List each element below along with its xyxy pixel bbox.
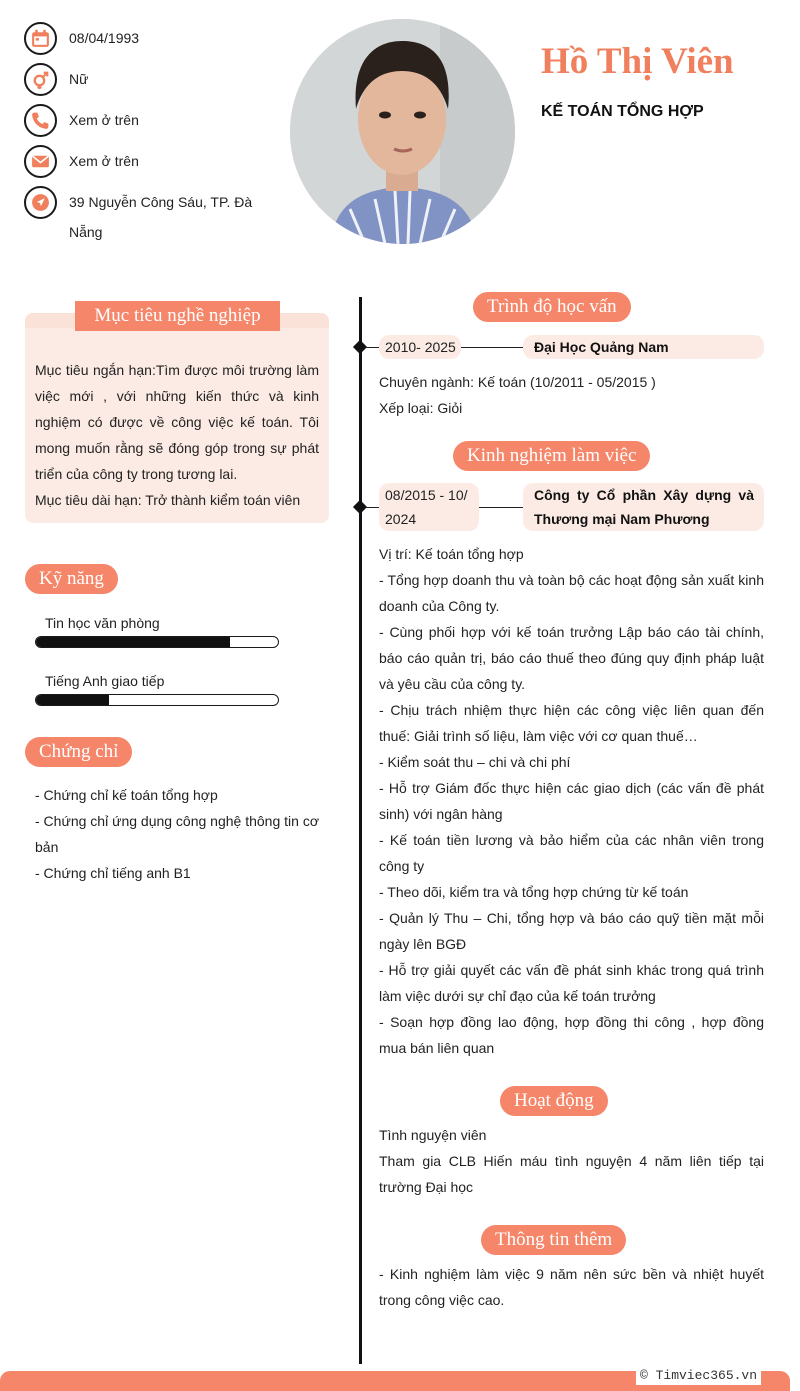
gender-text: Nữ — [69, 71, 89, 87]
skill-bar — [35, 694, 279, 706]
objective-short-term: Mục tiêu ngắn hạn:Tìm được môi trường làm việc mới , với những kiến thức và kinh nghiệm có được về công việc kế toán. Tôi mong muốn rằng sẽ đóng góp trong sự phát triển của công ty trong tương lai. — [35, 362, 319, 482]
address-line-2: Nẵng — [69, 224, 103, 240]
certificate-item: - Chứng chỉ ứng dụng công nghệ thông tin cơ bản — [35, 813, 319, 855]
objective-title: Mục tiêu nghề nghiệp — [75, 301, 280, 331]
experience-line: - Theo dõi, kiểm tra và tổng hợp chứng từ kế toán — [379, 884, 689, 900]
address-text — [69, 186, 252, 247]
experience-line: - Kiểm soát thu – chi và chi phí — [379, 754, 571, 770]
experience-line: - Hỗ trợ giải quyết các vấn đề phát sinh khác trong quá trình làm việc dưới sự chỉ đạo của kế toán trưởng — [379, 962, 764, 1004]
education-period: 2010- 2025 — [379, 335, 461, 359]
avatar — [290, 19, 515, 244]
birthday-text: 08/04/1993 — [69, 30, 140, 46]
contact-list — [24, 22, 274, 255]
education-school: Đại Học Quảng Nam — [523, 335, 764, 359]
certificate-item: - Chứng chỉ tiếng anh B1 — [35, 865, 191, 881]
experience-title: Kinh nghiệm làm việc — [453, 441, 650, 471]
contact-birthday — [24, 22, 274, 55]
education-details — [379, 369, 764, 421]
envelope-icon — [24, 145, 57, 178]
job-title: KẾ TOÁN TỔNG HỢP — [541, 103, 704, 120]
timeline-line — [359, 297, 362, 1364]
experience-company: Công ty Cổ phần Xây dựng và Thương mại Nam Phương — [523, 483, 764, 531]
contact-email — [24, 145, 274, 178]
certificates-list — [35, 782, 325, 886]
footer-watermark: © Timviec365.vn — [636, 1367, 761, 1385]
objective-text — [35, 357, 319, 513]
activities-details — [379, 1122, 764, 1200]
skill-bar — [35, 636, 279, 648]
activities-role: Tình nguyện viên — [379, 1127, 487, 1143]
contact-phone — [24, 104, 274, 137]
experience-line: Vị trí: Kế toán tổng hợp — [379, 546, 524, 562]
address-line-1: 39 Nguyễn Công Sáu, TP. Đà — [69, 194, 253, 210]
location-icon — [24, 186, 57, 219]
skills-title: Kỹ năng — [25, 564, 118, 594]
calendar-icon — [24, 22, 57, 55]
additional-title: Thông tin thêm — [481, 1225, 626, 1255]
contact-gender — [24, 63, 274, 96]
skill-bar-fill — [36, 695, 109, 705]
experience-period: 08/2015 - 10/ 2024 — [379, 483, 479, 531]
education-major: Chuyên ngành: Kế toán (10/2011 - 05/2015 ) — [379, 374, 656, 390]
skill-bar-fill — [36, 637, 230, 647]
skill-label: Tin học văn phòng — [45, 615, 160, 631]
certificate-item: - Chứng chỉ kế toán tổng hợp — [35, 787, 218, 803]
experience-line: - Chịu trách nhiệm thực hiện các công việc liên quan đến thuế: Giải trình số liệu, làm việc với cơ quan thuế… — [379, 702, 764, 744]
experience-line: - Hỗ trợ Giám đốc thực hiện các giao dịch (các vấn đề phát sinh) với ngân hàng — [379, 780, 764, 822]
activities-title: Hoạt động — [500, 1086, 608, 1116]
experience-line: - Quản lý Thu – Chi, tổng hợp và báo cáo quỹ tiền mặt mỗi ngày lên BGĐ — [379, 910, 764, 952]
email-text: Xem ở trên — [69, 153, 139, 169]
experience-line: - Kế toán tiền lương và bảo hiểm của các nhân viên trong công ty — [379, 832, 764, 874]
experience-line: - Cùng phối hợp với kế toán trưởng Lập báo cáo tài chính, báo cáo quản trị, báo cáo thuế theo đúng quy định pháp luật và yêu cầu của công ty. — [379, 624, 764, 692]
experience-line: - Tổng hợp doanh thu và toàn bộ các hoạt động sản xuất kinh doanh của Công ty. — [379, 572, 764, 614]
gender-icon — [24, 63, 57, 96]
additional-text: - Kinh nghiệm làm việc 9 năm nên sức bền và nhiệt huyết trong công việc cao. — [379, 1266, 764, 1308]
activities-description: Tham gia CLB Hiến máu tình nguyện 4 năm liên tiếp tại trường Đại học — [379, 1153, 764, 1195]
education-title: Trình độ học vấn — [473, 292, 631, 322]
objective-long-term: Mục tiêu dài hạn: Trở thành kiểm toán viên — [35, 492, 301, 508]
phone-text: Xem ở trên — [69, 112, 139, 128]
phone-icon — [24, 104, 57, 137]
candidate-name: Hồ Thị Viên — [541, 41, 734, 82]
experience-line: - Soạn hợp đồng lao động, hợp đồng thi công , hợp đồng mua bán liên quan — [379, 1014, 764, 1056]
education-grade: Xếp loại: Giỏi — [379, 400, 463, 416]
certificates-title: Chứng chỉ — [25, 737, 132, 767]
contact-address — [24, 186, 274, 247]
skill-label: Tiếng Anh giao tiếp — [45, 673, 165, 689]
experience-details — [379, 541, 764, 1061]
